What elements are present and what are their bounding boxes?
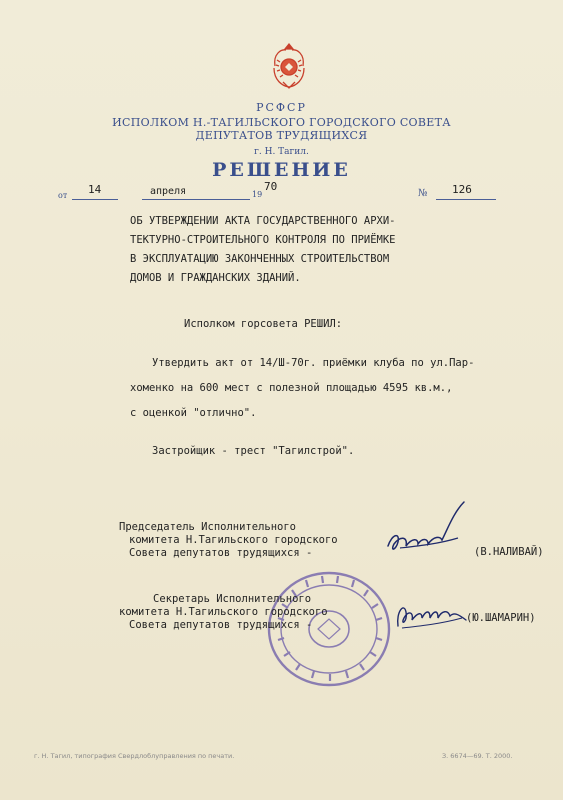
secretary-title-line: Совета депутатов трудящихся - bbox=[129, 619, 313, 631]
secretary-signature bbox=[392, 596, 472, 638]
number-underline bbox=[436, 199, 496, 200]
builder-line: Застройщик - трест "Тагилстрой". bbox=[152, 445, 355, 457]
secretary-name: (Ю.ШАМАРИН) bbox=[466, 612, 536, 624]
date-from-label: от bbox=[58, 191, 68, 200]
body-line: с оценкой "отлично". bbox=[130, 407, 257, 419]
republic-label: РСФСР bbox=[256, 101, 307, 114]
subject-line: В ЭКСПЛУАТАЦИЮ ЗАКОНЧЕННЫХ СТРОИТЕЛЬСТВОМ bbox=[130, 253, 390, 265]
printer-imprint: г. Н. Тагил, типография Свердлоблуправления по печати. bbox=[34, 752, 235, 760]
date-year-prefix: 19 bbox=[252, 190, 263, 199]
date-line bbox=[0, 180, 563, 203]
chairman-signature-block bbox=[119, 521, 338, 560]
chairman-title-line: комитета Н.Тагильского городского bbox=[129, 534, 338, 546]
subject-line: ДОМОВ И ГРАЖДАНСКИХ ЗДАНИЙ. bbox=[130, 272, 301, 284]
date-month: апреля bbox=[150, 186, 187, 197]
organization-line-2: ДЕПУТАТОВ ТРУДЯЩИХСЯ bbox=[195, 129, 368, 142]
day-underline bbox=[72, 199, 118, 200]
rsfsr-emblem-icon bbox=[266, 40, 312, 92]
print-order-number: З. 6674—69. Т. 2000. bbox=[442, 752, 513, 760]
chairman-name: (В.НАЛИВАЙ) bbox=[474, 546, 544, 558]
decided-heading: Исполком горсовета РЕШИЛ: bbox=[184, 318, 343, 330]
body-line: хоменко на 600 мест с полезной площадью 4595 кв.м., bbox=[130, 382, 453, 394]
city-label: г. Н. Тагил. bbox=[254, 147, 309, 157]
decision-number: 126 bbox=[452, 183, 472, 196]
document-title: РЕШЕНИЕ bbox=[212, 159, 351, 181]
month-underline bbox=[142, 199, 250, 200]
subject-line: ОБ УТВЕРЖДЕНИИ АКТА ГОСУДАРСТВЕННОГО АРХИ- bbox=[130, 215, 396, 227]
body-line: Утвердить акт от 14/Ш-70г. приёмки клуба по ул.Пар- bbox=[152, 357, 475, 369]
number-label: № bbox=[418, 188, 428, 199]
secretary-title-line: комитета Н.Тагильского городского bbox=[119, 606, 328, 618]
chairman-title-line: Председатель Исполнительного bbox=[119, 521, 297, 533]
secretary-title-line: Секретарь Исполнительного bbox=[153, 593, 312, 605]
organization-line-1: ИСПОЛКОМ Н.-ТАГИЛЬСКОГО ГОРОДСКОГО СОВЕТА bbox=[112, 116, 451, 129]
subject-line: ТЕКТУРНО-СТРОИТЕЛЬНОГО КОНТРОЛЯ ПО ПРИЁМКЕ bbox=[130, 234, 396, 246]
date-year-suffix: 70 bbox=[264, 180, 278, 193]
date-day: 14 bbox=[88, 183, 102, 196]
chairman-title-line: Совета депутатов трудящихся - bbox=[129, 547, 313, 559]
secretary-signature-block bbox=[119, 593, 328, 632]
subject-block bbox=[130, 212, 396, 288]
chairman-signature bbox=[378, 498, 474, 568]
